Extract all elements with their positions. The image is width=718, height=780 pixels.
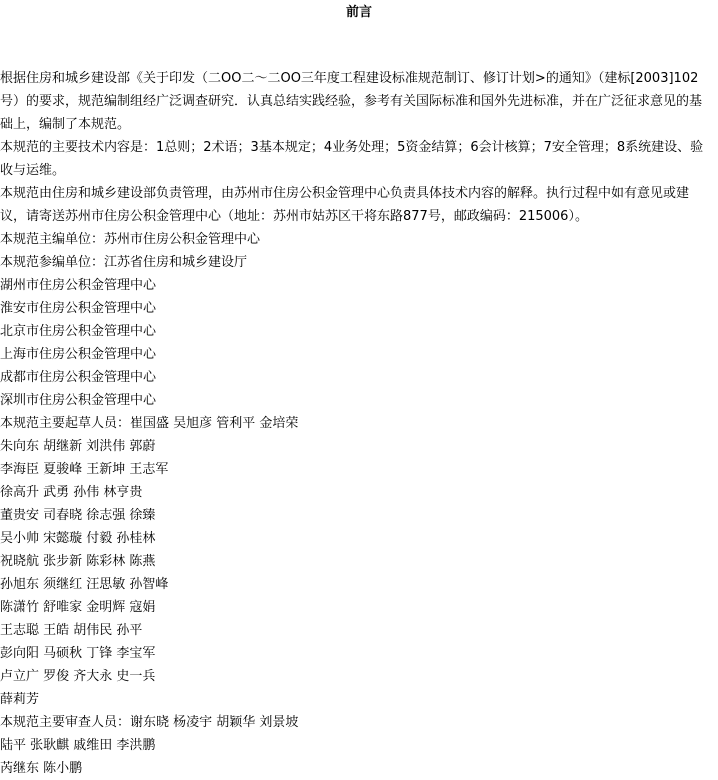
document-body bbox=[0, 67, 712, 780]
document-title: 前言 bbox=[345, 5, 372, 20]
participating-unit-item: 成都市住房公积金管理中心 bbox=[0, 370, 157, 385]
chief-editor-unit: 本规范主编单位：苏州市住房公积金管理中心 bbox=[0, 232, 261, 247]
paragraph-management: 本规范由住房和城乡建设部负责管理，由苏州市住房公积金管理中心负责具体技术内容的解释。执行过程中如有意见或建议，请寄送苏州市住房公积金管理中心（地址：苏州市姑苏区干将东路877号，邮政编码：215006）。 bbox=[0, 186, 690, 224]
participating-unit-item: 北京市住房公积金管理中心 bbox=[0, 324, 157, 339]
drafters-line: 董贵安 司春晓 徐志强 徐臻 bbox=[0, 508, 156, 523]
participating-unit-item: 湖州市住房公积金管理中心 bbox=[0, 278, 157, 293]
drafters-line: 徐高升 武勇 孙伟 林亨贵 bbox=[0, 485, 143, 500]
reviewers-header: 本规范主要审查人员：谢东晓 杨凌宇 胡颖华 刘景坡 bbox=[0, 715, 299, 730]
drafters-header: 本规范主要起草人员：崔国盛 吴旭彦 管利平 金培荣 bbox=[0, 416, 299, 431]
paragraph-intro: 根据住房和城乡建设部《关于印发（二OO二～二OO三年度工程建设标准规范制订、修订计划>的通知》（建标[2003]102号）的要求，规范编制组经广泛调查研究．认真总结实践经验，参考有关国际标准和国外先进标准，并在广泛征求意见的基础上，编制了本规范。 bbox=[0, 71, 703, 132]
drafters-line: 王志聪 王皓 胡伟民 孙平 bbox=[0, 623, 143, 638]
drafters-line: 孙旭东 须继红 汪思敏 孙智峰 bbox=[0, 577, 169, 592]
drafters-line: 祝晓航 张步新 陈彩林 陈燕 bbox=[0, 554, 156, 569]
drafters-line: 彭向阳 马硕秋 丁锋 李宝军 bbox=[0, 646, 156, 661]
paragraph-technical-content: 本规范的主要技术内容是：1总则；2术语；3基本规定；4业务处理；5资金结算；6会计核算；7安全管理；8系统建设、验收与运维。 bbox=[0, 140, 704, 178]
drafters-line: 陈潇竹 舒唯家 金明辉 寇娟 bbox=[0, 600, 156, 615]
participating-unit: 本规范参编单位：江苏省住房和城乡建设厅 bbox=[0, 255, 248, 270]
drafters-line: 李海臣 夏骏峰 王新坤 王志军 bbox=[0, 462, 169, 477]
drafters-line: 吴小帅 宋懿璇 付毅 孙桂林 bbox=[0, 531, 156, 546]
participating-unit-item: 淮安市住房公积金管理中心 bbox=[0, 301, 157, 316]
participating-unit-item: 深圳市住房公积金管理中心 bbox=[0, 393, 157, 408]
drafters-line: 卢立广 罗俊 齐大永 史一兵 bbox=[0, 669, 156, 684]
participating-unit-item: 上海市住房公积金管理中心 bbox=[0, 347, 157, 362]
reviewers-line: 陆平 张耿麒 戚维田 李洪鹏 bbox=[0, 738, 156, 753]
drafters-line: 薛莉芳 bbox=[0, 692, 40, 707]
drafters-line: 朱向东 胡继新 刘洪伟 郭蔚 bbox=[0, 439, 156, 454]
reviewers-line: 芮继东 陈小鹏 bbox=[0, 761, 83, 776]
